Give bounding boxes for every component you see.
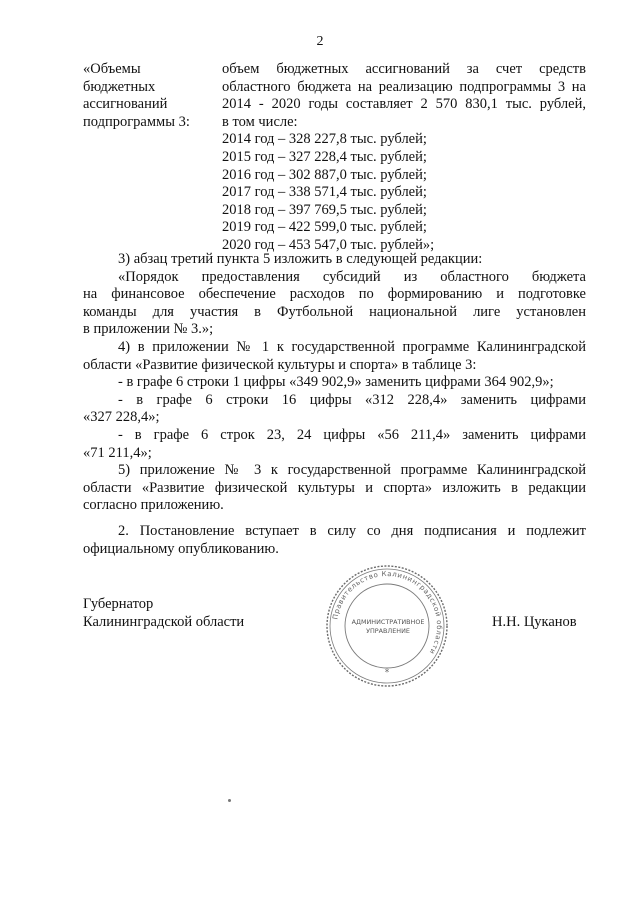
bullet-line: «71 211,4»; [83, 444, 152, 461]
yearly-allocation: 2017 год – 338 571,4 тыс. рублей; [222, 184, 427, 201]
item5-line: согласно приложению. [83, 497, 224, 514]
item2-line: 2. Постановление вступает в силу со дня подписания и подлежит [118, 522, 586, 539]
bullet-line: - в графе 6 строки 16 цифры «312 228,4» заменить цифрами [118, 391, 586, 408]
yearly-allocation: 2015 год – 327 228,4 тыс. рублей; [222, 148, 427, 165]
signatory-title [83, 596, 244, 631]
item5-line: 5) приложение № 3 к государственной программе Калининградской [118, 462, 586, 479]
signatory-title-line: Губернатор [83, 596, 154, 612]
svg-text:*: * [384, 668, 390, 678]
paragraph-item-3: 3) абзац третий пункта 5 изложить в следующей редакции: [118, 251, 483, 267]
scan-speck [228, 799, 231, 802]
item5-line: области «Развитие физической культуры и спорта» изложить в редакции [83, 479, 586, 496]
svg-text:УПРАВЛЕНИЕ: УПРАВЛЕНИЕ [366, 627, 410, 635]
budget-intro-line: 2014 - 2020 годы составляет 2 570 830,1 тыс. рублей, [222, 96, 586, 113]
quote-line: в приложении № 3.»; [83, 321, 214, 338]
quote-line: на финансовое обеспечение расходов по формированию и подготовке [83, 286, 586, 303]
official-seal-stamp [325, 562, 449, 690]
label-line: ассигнований [83, 96, 168, 113]
item4-line: 4) в приложении № 1 к государственной программе Калининградской [118, 338, 586, 355]
document-body [83, 251, 586, 558]
budget-allocations-block [222, 61, 586, 255]
quote-line: «Порядок предоставления субсидий из областного бюджета [118, 268, 586, 285]
label-line: «Объемы [83, 61, 141, 77]
budget-intro-line: областного бюджета на реализацию подпрограммы 3 на [222, 78, 586, 95]
signatory-name: Н.Н. Цуканов [492, 614, 577, 630]
yearly-allocation: 2016 год – 302 887,0 тыс. рублей; [222, 166, 427, 183]
quote-line: команды для участия в Футбольной национальной лиге установлен [83, 303, 586, 320]
label-line: подпрограммы 3: [83, 113, 190, 130]
bullet-line: «327 228,4»; [83, 409, 160, 426]
bullet-line: - в графе 6 строк 23, 24 цифры «56 211,4» заменить цифрами [118, 426, 586, 443]
bullet-line: - в графе 6 строки 1 цифры «349 902,9» заменить цифрами 364 902,9»; [118, 374, 554, 391]
budget-in-that-number: в том числе: [222, 113, 298, 130]
label-line: бюджетных [83, 78, 156, 95]
yearly-allocations-list [222, 131, 586, 254]
yearly-allocation: 2018 год – 397 769,5 тыс. рублей; [222, 201, 427, 218]
yearly-allocation: 2014 год – 328 227,8 тыс. рублей; [222, 131, 427, 148]
item4-line: области «Развитие физической культуры и спорта» в таблице 3: [83, 356, 477, 373]
page-number: 2 [316, 34, 324, 49]
signatory-title-line: Калининградской области [83, 613, 245, 630]
yearly-allocation: 2020 год – 453 547,0 тыс. рублей»; [222, 236, 435, 253]
budget-intro-line: объем бюджетных ассигнований за счет средств [222, 61, 586, 77]
svg-text:АДМИНИСТРАТИВНОЕ: АДМИНИСТРАТИВНОЕ [351, 618, 425, 626]
item2-line: официальному опубликованию. [83, 540, 279, 557]
subprogram-label [83, 61, 223, 131]
svg-text:Правительство Калининградской: Правительство Калининградской области [331, 569, 444, 656]
yearly-allocation: 2019 год – 422 599,0 тыс. рублей; [222, 219, 427, 236]
paragraph-gap [83, 515, 586, 523]
